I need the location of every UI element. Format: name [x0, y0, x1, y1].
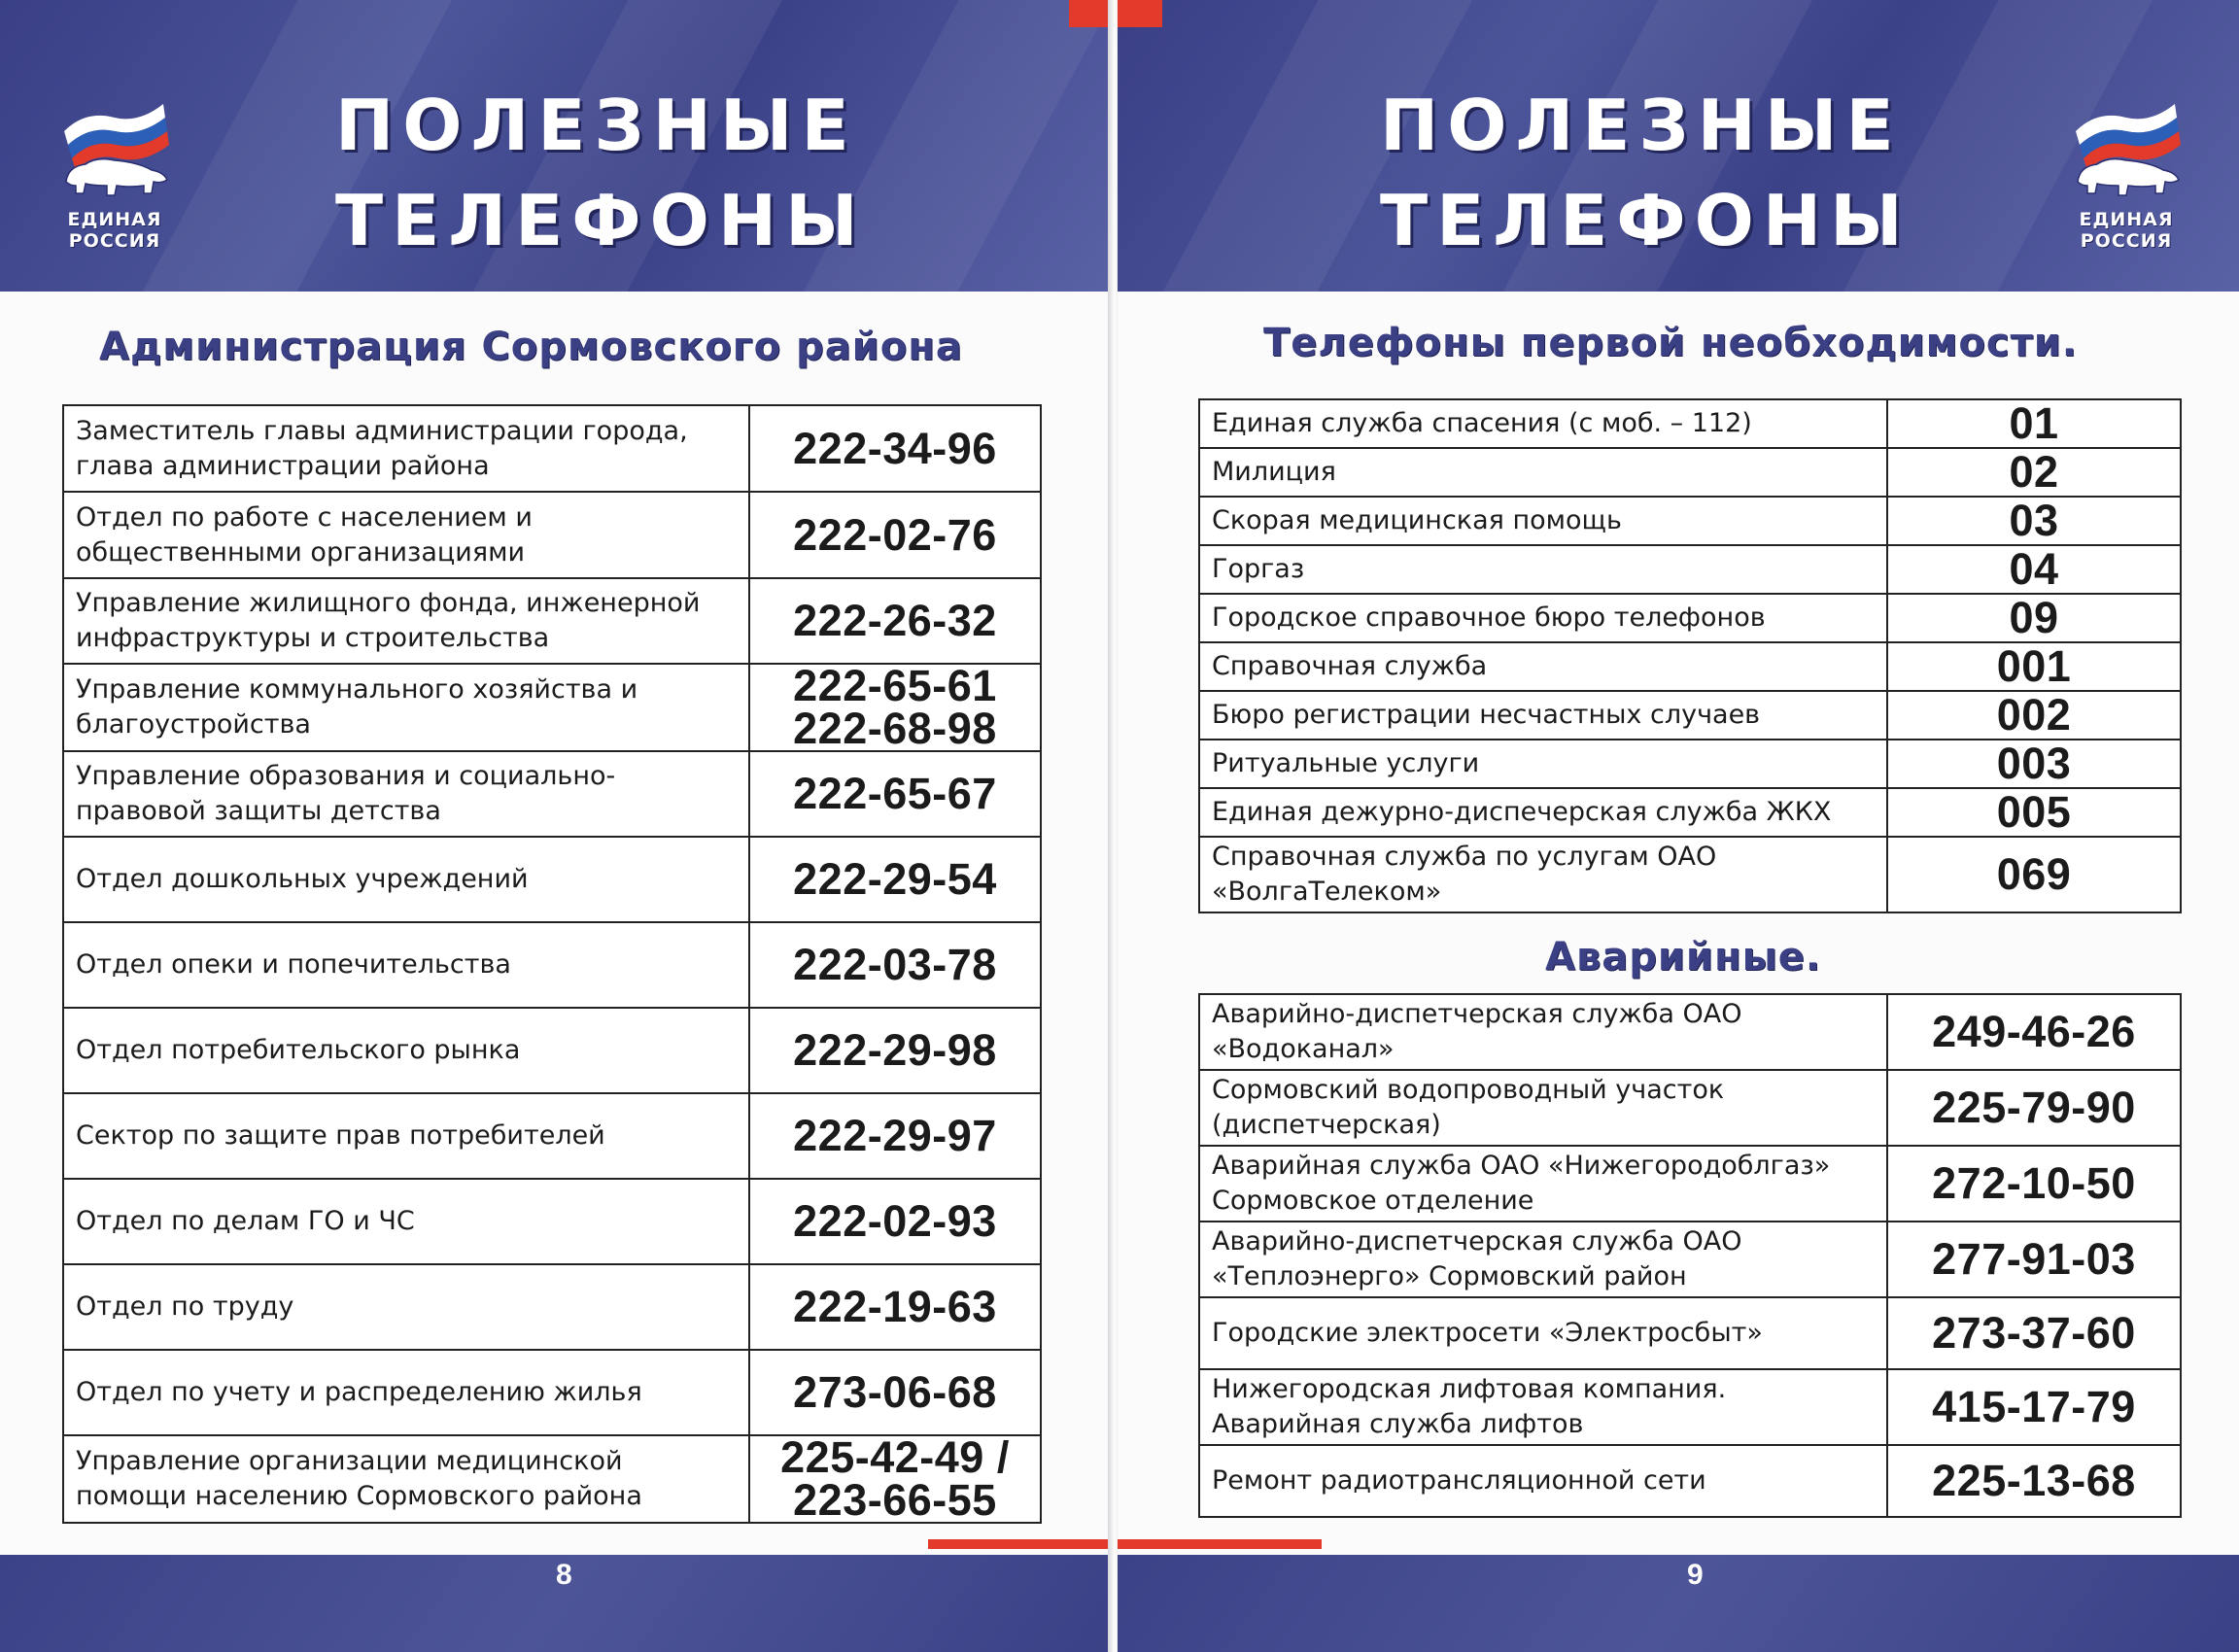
phone-number: 222-03-78	[749, 922, 1041, 1008]
phone-number: 02	[1887, 448, 2181, 497]
logo-text-line2: РОССИЯ	[2080, 230, 2173, 252]
phone-number: 249-46-26	[1887, 994, 2181, 1070]
table-row	[1199, 497, 2181, 545]
department-name: Единая дежурно-диспечерская служба ЖКХ	[1199, 788, 1887, 837]
phone-number: 01	[1887, 399, 2181, 448]
department-name: Отдел по учету и распределению жилья	[63, 1350, 749, 1435]
table-row	[1199, 994, 2181, 1070]
title-line-2: ТЕЛЕФОНЫ	[335, 180, 867, 261]
section-title-emergency-services: Аварийные.	[1545, 935, 1822, 980]
table-row	[1199, 1445, 2181, 1517]
department-name: Отдел по труду	[63, 1264, 749, 1350]
table-row	[1199, 1146, 2181, 1222]
phone-number: 222-02-76	[749, 492, 1041, 578]
right-page	[1118, 0, 2239, 1652]
department-name: Управление образования и социально-правовой защиты детства	[63, 751, 749, 837]
phone-number: 415-17-79	[1887, 1369, 2181, 1445]
emergency-services-phone-table	[1198, 993, 2182, 1518]
department-name: Городские электросети «Электросбыт»	[1199, 1297, 1887, 1369]
table-row	[1199, 788, 2181, 837]
department-name: Нижегородская лифтовая компания. Аварийная служба лифтов	[1199, 1369, 1887, 1445]
page-number: 9	[1687, 1559, 1704, 1591]
phone-number: 222-65-61 222-68-98	[749, 664, 1041, 751]
phone-number: 272-10-50	[1887, 1146, 2181, 1222]
phone-number: 001	[1887, 642, 2181, 691]
left-header	[0, 0, 1113, 292]
department-name: Аварийно-диспетчерская служба ОАО «Теплоэнерго» Сормовский район	[1199, 1222, 1887, 1297]
table-row	[1199, 691, 2181, 740]
phone-number: 222-26-32	[749, 578, 1041, 664]
table-row	[1199, 1070, 2181, 1146]
phone-number: 225-42-49 / 223-66-55	[749, 1435, 1041, 1523]
department-name: Скорая медицинская помощь	[1199, 497, 1887, 545]
table-row	[1199, 1222, 2181, 1297]
table-row	[63, 492, 1041, 578]
phone-number: 222-19-63	[749, 1264, 1041, 1350]
logo-text-line1: ЕДИНАЯ	[2079, 209, 2174, 230]
united-russia-logo-icon	[2058, 92, 2194, 258]
department-name: Ритуальные услуги	[1199, 740, 1887, 788]
table-row	[63, 922, 1041, 1008]
phone-number: 003	[1887, 740, 2181, 788]
title-line-1: ПОЛЕЗНЫЕ	[335, 85, 858, 166]
department-name: Горгаз	[1199, 545, 1887, 594]
phone-number: 03	[1887, 497, 2181, 545]
table-row	[1199, 642, 2181, 691]
phone-number: 225-13-68	[1887, 1445, 2181, 1517]
united-russia-logo-icon	[47, 92, 183, 258]
table-row	[1199, 399, 2181, 448]
left-page	[0, 0, 1113, 1652]
table-row	[63, 664, 1041, 751]
phone-number: 005	[1887, 788, 2181, 837]
red-tab-bottom	[1118, 1539, 1322, 1549]
phone-number: 273-37-60	[1887, 1297, 2181, 1369]
department-name: Отдел по работе с населением и общественными организациями	[63, 492, 749, 578]
department-name: Сормовский водопроводный участок (диспетчерская)	[1199, 1070, 1887, 1146]
phone-number: 222-29-54	[749, 837, 1041, 922]
department-name: Единая служба спасения (с моб. – 112)	[1199, 399, 1887, 448]
right-header	[1118, 0, 2239, 292]
department-name: Управление организации медицинской помощи населению Сормовского района	[63, 1435, 749, 1523]
title-line-2: ТЕЛЕФОНЫ	[1380, 180, 1912, 261]
table-row	[1199, 545, 2181, 594]
logo-text-line2: РОССИЯ	[68, 230, 161, 252]
table-row	[63, 1350, 1041, 1435]
page-title	[335, 78, 867, 268]
phone-number: 002	[1887, 691, 2181, 740]
red-tab-top	[1069, 0, 1113, 27]
department-name: Ремонт радиотрансляционной сети	[1199, 1445, 1887, 1517]
department-name: Заместитель главы администрации города, глава администрации района	[63, 405, 749, 492]
page-number: 8	[556, 1559, 572, 1591]
department-name: Справочная служба	[1199, 642, 1887, 691]
phone-number: 069	[1887, 837, 2181, 912]
phone-number: 09	[1887, 594, 2181, 642]
phone-number: 222-29-98	[749, 1008, 1041, 1093]
department-name: Управление жилищного фонда, инженерной инфраструктуры и строительства	[63, 578, 749, 664]
department-name: Отдел по делам ГО и ЧС	[63, 1179, 749, 1264]
department-name: Городское справочное бюро телефонов	[1199, 594, 1887, 642]
table-row	[1199, 837, 2181, 912]
section-title-emergency-numbers: Телефоны первой необходимости.	[1263, 321, 2078, 365]
red-tab-top	[1118, 0, 1162, 27]
table-row	[63, 1093, 1041, 1179]
phone-number: 222-65-67	[749, 751, 1041, 837]
logo-text-line1: ЕДИНАЯ	[67, 209, 162, 230]
table-row	[63, 405, 1041, 492]
page-title	[1380, 78, 1912, 268]
phone-number: 225-79-90	[1887, 1070, 2181, 1146]
section-title-administration: Администрация Сормовского района	[99, 325, 963, 369]
department-name: Сектор по защите прав потребителей	[63, 1093, 749, 1179]
department-name: Отдел потребительского рынка	[63, 1008, 749, 1093]
phone-number: 222-02-93	[749, 1179, 1041, 1264]
department-name: Справочная служба по услугам ОАО «ВолгаТелеком»	[1199, 837, 1887, 912]
right-footer	[1118, 1555, 2239, 1652]
department-name: Аварийно-диспетчерская служба ОАО «Водоканал»	[1199, 994, 1887, 1070]
department-name: Аварийная служба ОАО «Нижегородоблгаз» Сормовское отделение	[1199, 1146, 1887, 1222]
phone-number: 04	[1887, 545, 2181, 594]
administration-phone-table	[62, 404, 1042, 1524]
emergency-phone-table	[1198, 398, 2182, 913]
table-row	[1199, 448, 2181, 497]
bear-flag-icon	[47, 92, 183, 209]
department-name: Милиция	[1199, 448, 1887, 497]
title-line-1: ПОЛЕЗНЫЕ	[1380, 85, 1903, 166]
table-row	[1199, 1369, 2181, 1445]
red-tab-bottom	[928, 1539, 1113, 1549]
table-row	[63, 1179, 1041, 1264]
table-row	[1199, 1297, 2181, 1369]
table-row	[63, 1435, 1041, 1523]
phone-number: 273-06-68	[749, 1350, 1041, 1435]
department-name: Бюро регистрации несчастных случаев	[1199, 691, 1887, 740]
phone-number: 222-34-96	[749, 405, 1041, 492]
department-name: Управление коммунального хозяйства и благоустройства	[63, 664, 749, 751]
table-row	[63, 1008, 1041, 1093]
phone-number: 222-29-97	[749, 1093, 1041, 1179]
bear-flag-icon	[2058, 92, 2194, 209]
department-name: Отдел дошкольных учреждений	[63, 837, 749, 922]
phone-number: 277-91-03	[1887, 1222, 2181, 1297]
table-row	[1199, 594, 2181, 642]
table-row	[63, 837, 1041, 922]
table-row	[1199, 740, 2181, 788]
department-name: Отдел опеки и попечительства	[63, 922, 749, 1008]
table-row	[63, 578, 1041, 664]
table-row	[63, 751, 1041, 837]
table-row	[63, 1264, 1041, 1350]
